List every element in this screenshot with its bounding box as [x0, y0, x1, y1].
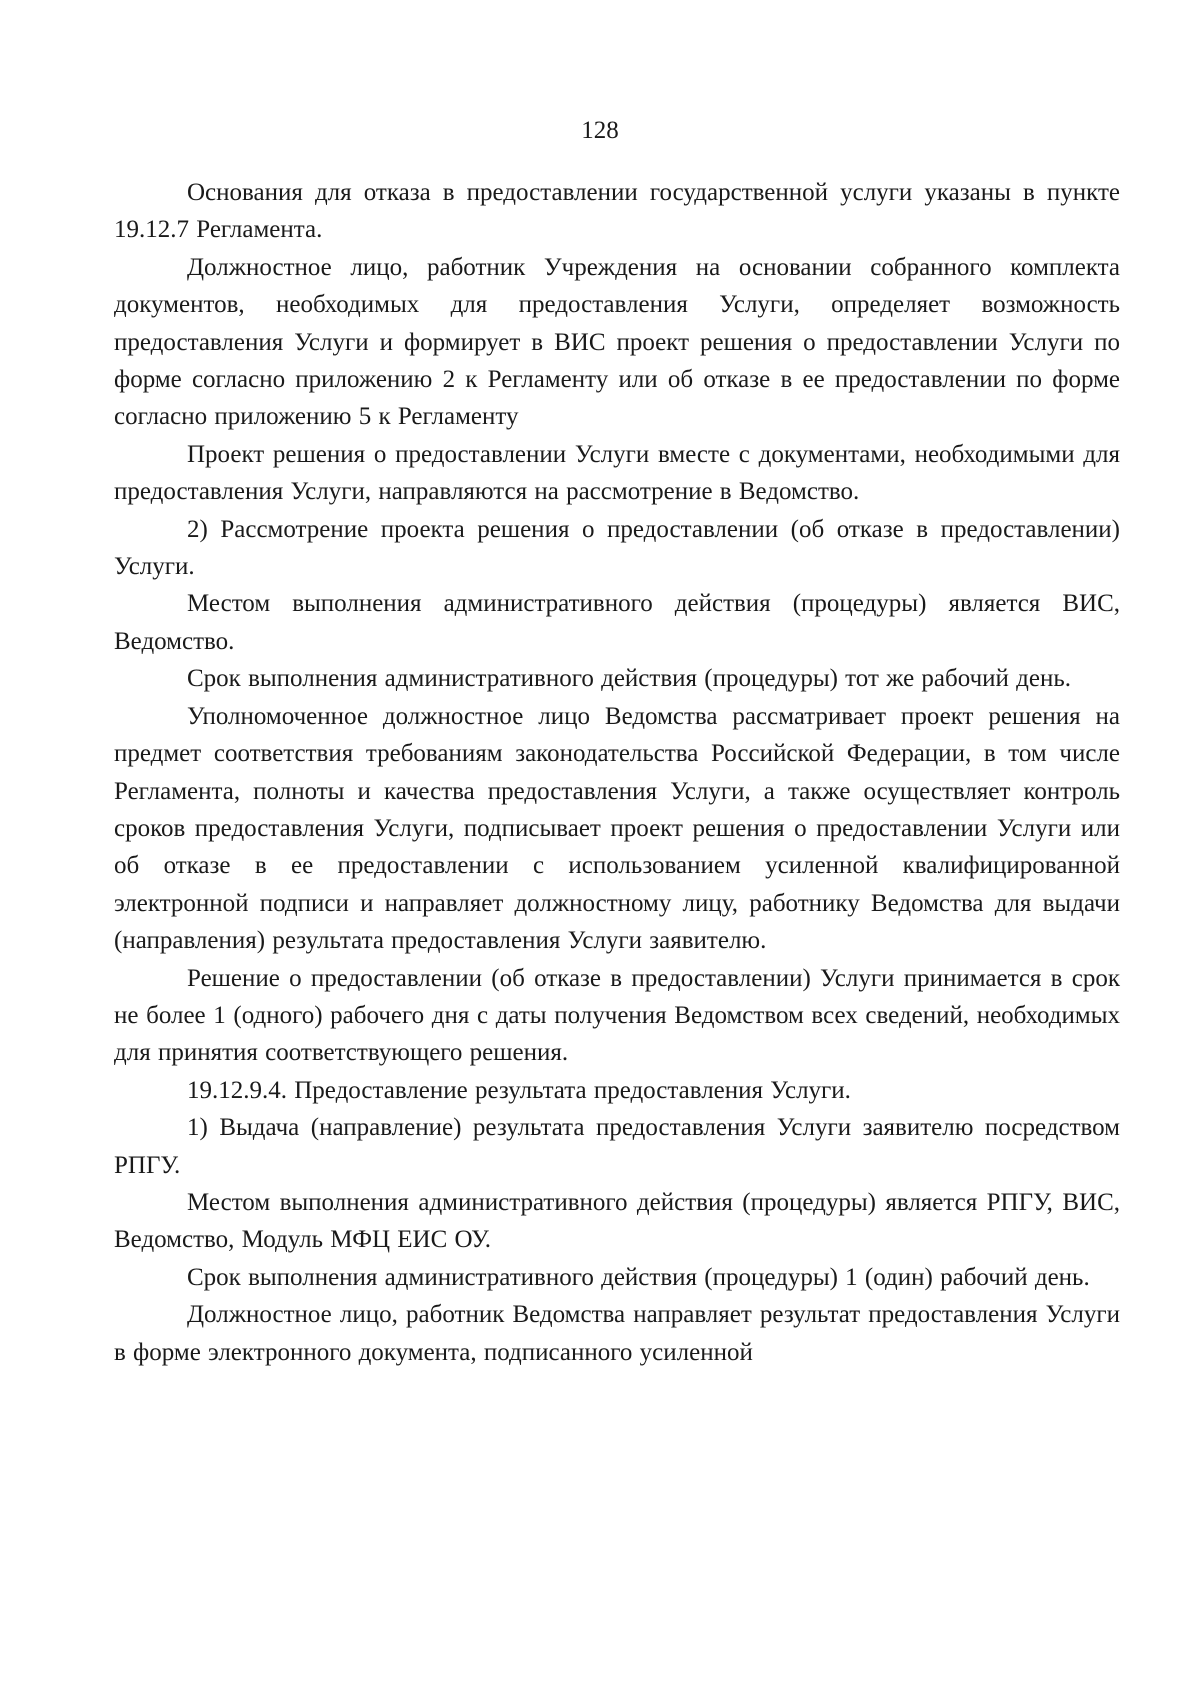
paragraph-refusal-grounds: Основания для отказа в предоставлении государственной услуги указаны в пункте 19.12.7 Регламента.	[114, 179, 1120, 244]
paragraph-step-1-issuance: 1) Выдача (направление) результата предоставления Услуги заявителю посредством РПГУ.	[114, 1114, 1120, 1179]
paragraph-step-2-review: 2) Рассмотрение проекта решения о предоставлении (об отказе в предоставлении) Услуги.	[114, 515, 1120, 581]
document-body	[114, 174, 1120, 1371]
paragraph-review-location: Местом выполнения административного действия (процедуры) является ВИС, Ведомство.	[114, 590, 1120, 655]
page-number: 128	[581, 117, 619, 144]
paragraph-decision-timeframe: Решение о предоставлении (об отказе в предоставлении) Услуги принимается в срок не более 1 (одного) рабочего дня с даты получения Ведомством всех сведений, необходимых для принятия соответствующего решения.	[114, 964, 1120, 1067]
paragraph-draft-sent-to-agency: Проект решения о предоставлении Услуги вместе с документами, необходимыми для предоставления Услуги, направляются на рассмотрение в Ведомство.	[114, 440, 1120, 506]
paragraph-issuance-deadline: Срок выполнения административного действия (процедуры) 1 (один) рабочий день.	[187, 1263, 1090, 1291]
paragraph-result-delivery: Должностное лицо, работник Ведомства направляет результат предоставления Услуги в форме электронного документа, подписанного усиленной	[114, 1301, 1120, 1366]
paragraph-authorized-official-review: Уполномоченное должностное лицо Ведомства рассматривает проект решения на предмет соответствия требованиям законодательства Российской Федерации, в том числе Регламента, полноты и качества предоставления Услуги, а также осуществляет контроль сроков предоставления Услуги, подписывает проект решения о предоставлении Услуги или об отказе в ее предоставлении с использованием усиленной квалифицированной электронной подписи и направляет должностному лицу, работнику Ведомства для выдачи (направления) результата предоставления Услуги заявителю.	[114, 702, 1120, 955]
paragraph-official-draft-decision: Должностное лицо, работник Учреждения на основании собранного комплекта документов, необходимых для предоставления Услуги, определяет возможность предоставления Услуги и формирует в ВИС проект решения о предоставлении Услуги по форме согласно приложению 2 к Регламенту или об отказе в ее предоставлении по форме согласно приложению 5 к Регламенту	[114, 253, 1120, 431]
paragraph-review-deadline: Срок выполнения административного действия (процедуры) тот же рабочий день.	[187, 665, 1072, 693]
paragraph-section-19-12-9-4: 19.12.9.4. Предоставление результата предоставления Услуги.	[187, 1076, 851, 1104]
paragraph-issuance-location: Местом выполнения административного действия (процедуры) является РПГУ, ВИС, Ведомство, Модуль МФЦ ЕИС ОУ.	[114, 1188, 1120, 1254]
